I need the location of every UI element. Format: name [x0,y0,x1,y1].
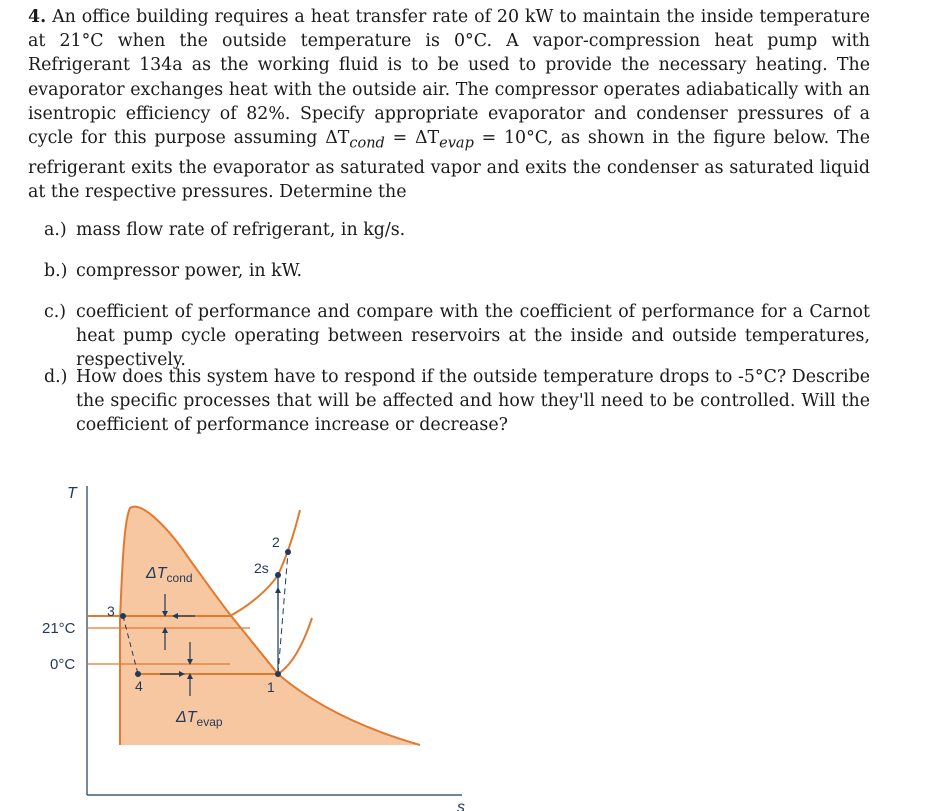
delta-t-cond-label: $\Delta T_{cond}$ [146,565,193,585]
shaded-region [120,507,420,745]
state-point-2 [285,549,291,555]
temp-low-label: 0°C [50,656,76,673]
sub-evap: evap [439,135,474,152]
state-point-4 [135,671,141,677]
state-point-2s [275,572,281,578]
state-point-3 [120,613,126,619]
part-a [44,218,870,242]
part-c [44,300,870,373]
problem-text-after: = 10°C, as shown in the figure below. The refrigerant exits the evaporator as saturated vapor and exits the condenser as saturated liquid at the respective pressures. Determine the [28,128,871,202]
part-label: c.) [44,302,67,322]
problem-statement [28,5,870,204]
delta-t-cond [325,128,385,152]
delta-t-evap [414,128,474,152]
state-point-1 [275,671,281,677]
part-d [44,365,870,438]
state-label-3: 3 [107,603,115,619]
formula [325,128,474,152]
y-axis-label: T [67,485,77,502]
state-label-2: 2 [272,534,280,550]
problem-text: An office building requires a heat transfer rate of 20 kW to maintain the inside temperature at 21°C when the outside temperature is 0°C. A vapor-compression heat pump with Refrigerant 134a as the working fluid is to be used to provide the necessary heating. The evaporator exchanges heat with the outside air. The compressor operates adiabatically with an isentropic efficiency of 82%. Specify appropriate evaporator and condenser pressures of a cycle for this purpose assuming [28,7,870,149]
part-b [44,259,870,283]
part-label: d.) [44,367,68,387]
part-text: compressor power, in kW. [76,261,303,281]
problem-number: 4. [28,7,47,27]
evaporator-isobar [278,618,312,674]
delta-t-evap-label: $\Delta T_{evap}$ [176,709,223,729]
delta-symbol: ΔT [414,128,440,149]
ts-diagram-figure [0,460,520,811]
ts-diagram [0,460,520,811]
part-label: b.) [44,261,68,281]
part-text: mass flow rate of refrigerant, in kg/s. [76,220,406,240]
temp-high-label: 21°C [42,620,76,637]
part-text: coefficient of performance and compare with the coefficient of performance for a Carnot heat pump cycle operating between reservoirs at the inside and outside temperatures, respectively. [76,302,870,371]
part-label: a.) [44,220,67,240]
sub-cond: cond [349,135,385,152]
state-label-4: 4 [135,678,143,694]
equals-sign: = [392,128,408,149]
state-label-1: 1 [267,679,275,695]
x-axis-label: s [457,799,465,811]
delta-symbol: ΔT [325,128,350,149]
state-label-2s: 2s [254,560,269,576]
part-text: How does this system have to respond if the outside temperature drops to -5°C? Describe the specific processes that will be affected and how they'll need to be controlled. Will the coefficient of performance increase or decrease? [76,367,870,436]
